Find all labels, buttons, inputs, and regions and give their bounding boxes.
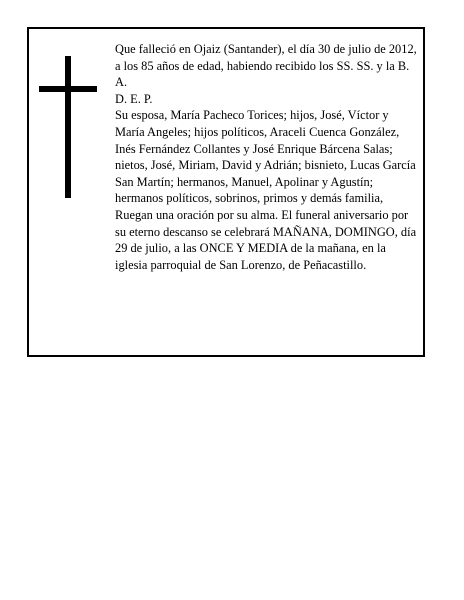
obituary-notice — [27, 27, 425, 357]
rest-in-peace-line: D. E. P. — [115, 91, 153, 106]
latin-cross-icon — [39, 56, 97, 198]
death-announcement: Que falleció en Ojaiz (Santander), el día 30 de julio de 2012, a los 85 años de edad, habiendo recibido los SS. SS. y la B. A. — [115, 42, 417, 90]
obituary-text — [115, 41, 421, 273]
cross-horizontal-bar — [39, 86, 97, 92]
cross-vertical-bar — [65, 56, 71, 198]
family-members: Su esposa, María Pacheco Torices; hijos, José, Víctor y María Angeles; hijos políticos, Araceli Cuenca González, Inés Fernández Collantes y José Enrique Bárcena Salas; nietos, José, Miriam, David y Adrián; bisnieto, Lucas García San Martín; hermanos, Manuel, Apolinar y Agustín; hermanos políticos, sobrinos, primos y demás familia, — [115, 108, 416, 206]
funeral-details: Ruegan una oración por su alma. El funeral aniversario por su eterno descanso se celebrará MAÑANA, DOMINGO, día 29 de julio, a las ONCE Y MEDIA de la mañana, en la iglesia parroquial de San Lorenzo, de Peñacastillo. — [115, 207, 417, 272]
